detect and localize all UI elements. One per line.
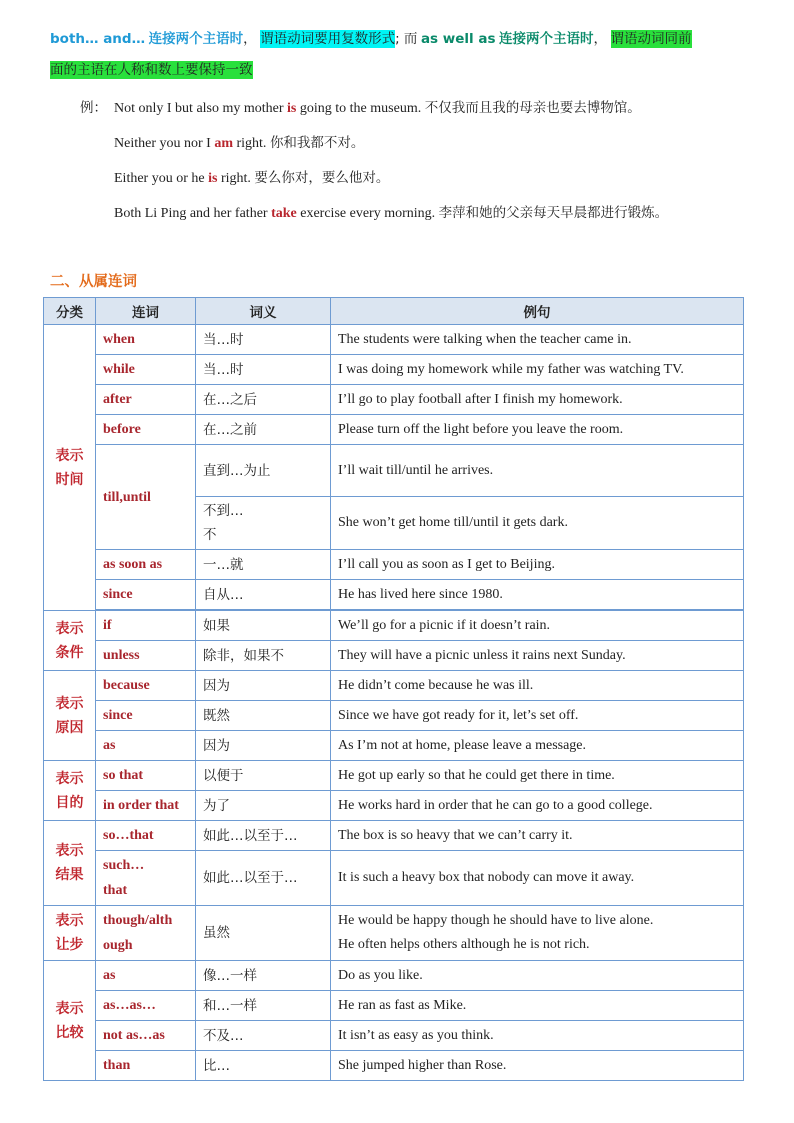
table-row: as soon as 一…就 I’ll call you as soon as I get to Beijing. [44,550,744,580]
conjunction-table [43,297,744,1081]
category-condition: 表示条件 [44,611,96,671]
table-row: till,until 直到…为止 I’ll wait till/until he arrives. [44,445,744,497]
highlight-agreement-cont: 面的主语在人称和数上要保持一致 [50,62,253,78]
category-purpose: 表示目的 [44,761,96,821]
example-line: 例： Not only I but also my mother is going to the museum. 不仅我而且我的母亲也要去博物馆。 [80,96,668,131]
category-reason: 表示原因 [44,671,96,761]
header-example: 例句 [331,298,744,325]
table-row: than 比… She jumped higher than Rose. [44,1051,744,1081]
example-sentences [80,96,668,236]
rule-text: 连接两个主语时 [499,31,594,47]
header-meaning: 词义 [196,298,331,325]
table-row: 表示让步 though/although 虽然 He would be happy though he should have to live alone. He often helps others although he is not rich. [44,906,744,961]
table-row: 表示原因 because 因为 He didn’t come because he was ill. [44,671,744,701]
category-time: 表示时间 [44,325,96,611]
category-comparison: 表示比较 [44,961,96,1081]
table-row: 表示比较 as 像…一样 Do as you like. [44,961,744,991]
example-line: Neither you nor I am right. 你和我都不对。 [114,135,365,151]
phrase-both-and: both… and… [50,31,146,47]
header-conjunction: 连词 [96,298,196,325]
highlight-agreement: 谓语动词同前 [610,31,692,47]
example-line: Both Li Ping and her father take exercise every morning. 李萍和她的父亲每天早晨都进行锻炼。 [114,205,669,221]
table-header-row [44,298,744,325]
example-line: Either you or he is right. 要么你对，要么他对。 [114,170,390,186]
table-row: as 因为 As I’m not at home, please leave a message. [44,731,744,761]
section-title: 二、从属连词 [50,274,137,290]
table-row: unless 除非，如果不 They will have a picnic unless it rains next Sunday. [44,641,744,671]
table-row: 表示目的 so that 以便于 He got up early so that he could get there in time. [44,761,744,791]
header-category: 分类 [44,298,96,325]
example-label: 例： [80,100,107,116]
intro-paragraph: both… and… 连接两个主语时， 谓语动词要用复数形式; 而 as well as 连接两个主语时， 谓语动词同前 面的主语在人称和数上要保持一致 [50,31,692,78]
phrase-as-well-as: as well as [420,31,496,47]
highlight-plural-verb: 谓语动词要用复数形式 [260,31,396,47]
table-row: 表示时间 when 当…时 The students were talking when the teacher came in. [44,325,744,355]
table-row: 表示结果 so…that 如此…以至于… The box is so heavy that we can’t carry it. [44,821,744,851]
table-row: before 在…之前 Please turn off the light before you leave the room. [44,415,744,445]
table-row: in order that 为了 He works hard in order that he can go to a good college. [44,791,744,821]
rule-text: 连接两个主语时 [148,31,244,47]
table-row: since 自从… He has lived here since 1980. [44,580,744,610]
table-row: after 在…之后 I’ll go to play football after I finish my homework. [44,385,744,415]
category-result: 表示结果 [44,821,96,906]
table-row: 表示条件 if 如果 We’ll go for a picnic if it doesn’t rain. [44,611,744,641]
category-concession: 表示让步 [44,906,96,961]
table-row: as…as… 和…一样 He ran as fast as Mike. [44,991,744,1021]
table-row: such…that 如此…以至于… It is such a heavy box that nobody can move it away. [44,851,744,906]
table-row: while 当…时 I was doing my homework while my father was watching TV. [44,355,744,385]
table-row: since 既然 Since we have got ready for it, let’s set off. [44,701,744,731]
table-row: 不到… 不 She won’t get home till/until it gets dark. [44,497,744,550]
table-row: not as…as 不及… It isn’t as easy as you think. [44,1021,744,1051]
